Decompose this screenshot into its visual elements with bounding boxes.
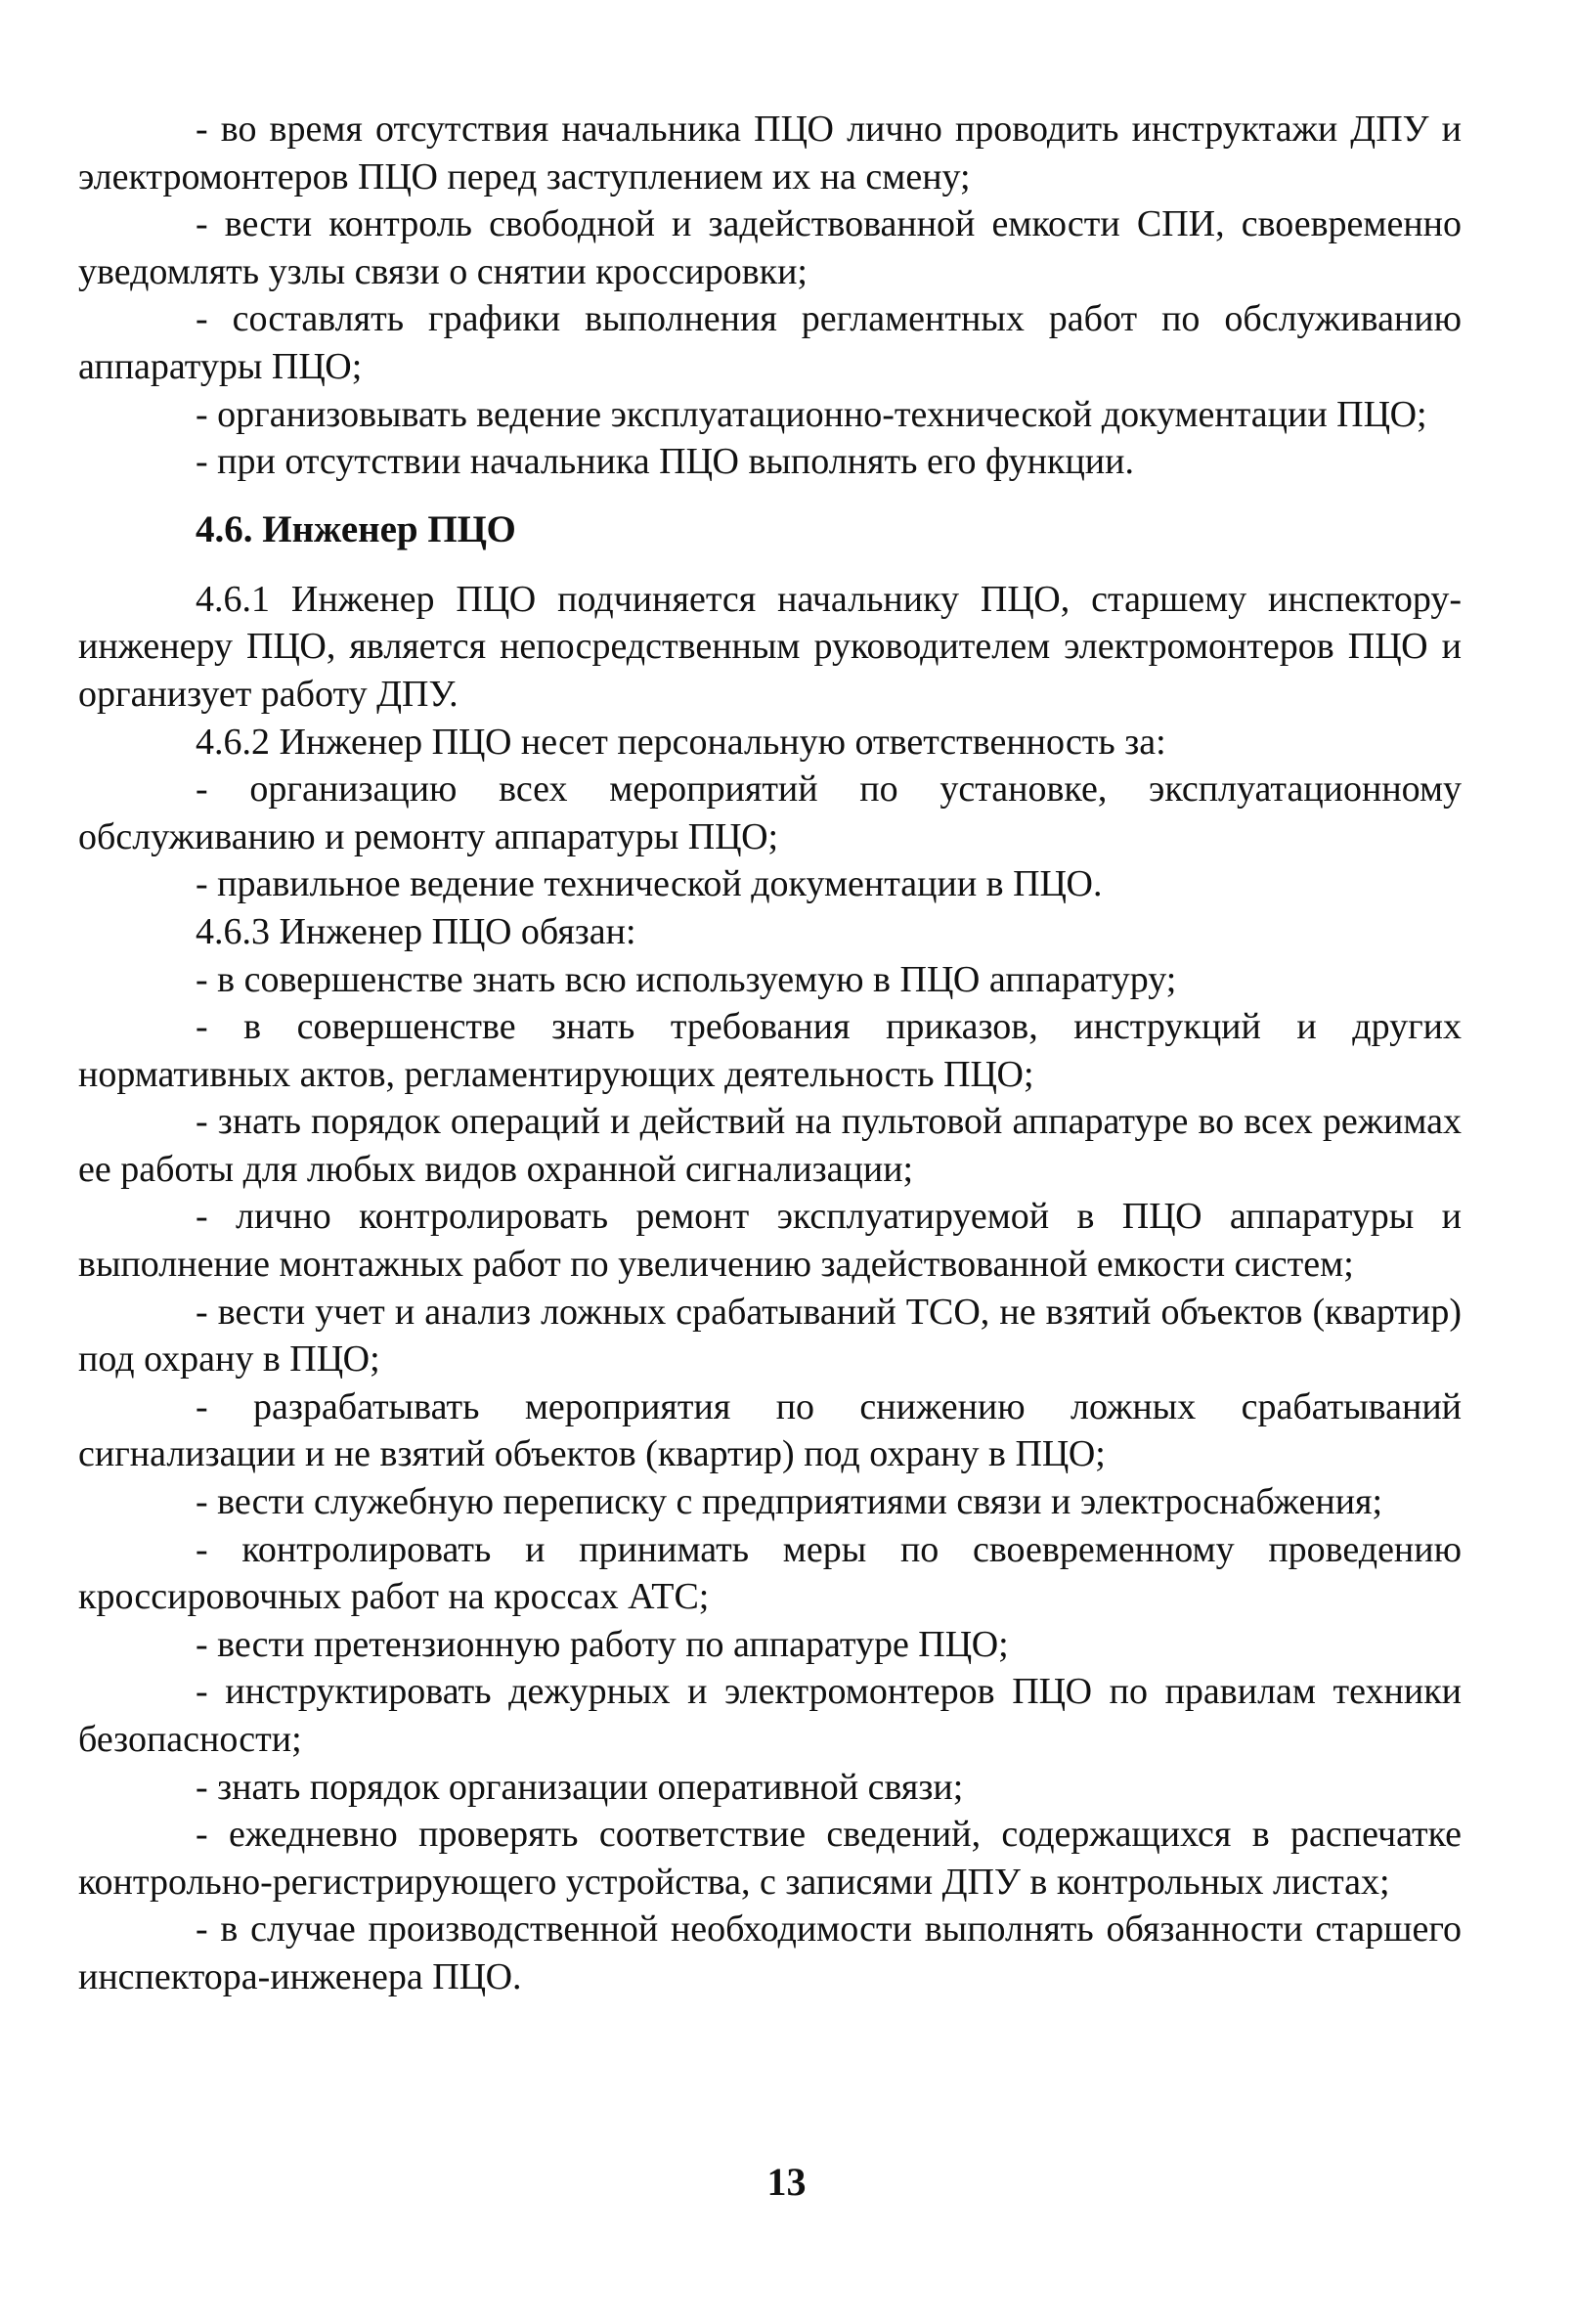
paragraph: - вести учет и анализ ложных срабатываний ТСО, не взятий объектов (квартир) под охрану в ПЦО;: [78, 1291, 1462, 1381]
paragraph: - вести контроль свободной и задействованной емкости СПИ, своевременно уведомлять узлы связи о снятии кроссировки;: [78, 203, 1462, 292]
paragraph: 4.6.3 Инженер ПЦО обязан:: [196, 910, 636, 952]
paragraph: 4.6.2 Инженер ПЦО несет персональную ответственность за:: [196, 721, 1166, 763]
paragraph: - организовывать ведение эксплуатационно-технической документации ПЦО;: [196, 393, 1427, 435]
paragraph: - во время отсутствия начальника ПЦО лично проводить инструктажи ДПУ и электромонтеров ПЦО перед заступлением их на смену;: [78, 109, 1462, 197]
paragraph: - при отсутствии начальника ПЦО выполнять его функции.: [196, 441, 1134, 483]
paragraph: - организацию всех мероприятий по установке, эксплуатационному обслуживанию и ремонту аппаратуры ПЦО;: [78, 768, 1462, 857]
paragraph: - в совершенстве знать требования приказов, инструкций и других нормативных актов, регламентирующих деятельность ПЦО;: [78, 1006, 1462, 1095]
paragraph: - в случае производственной необходимости выполнять обязанности старшего инспектора-инженера ПЦО.: [78, 1908, 1462, 1997]
paragraph: - контролировать и принимать меры по своевременному проведению кроссировочных работ на кроссах АТС;: [78, 1528, 1462, 1618]
paragraph: - составлять графики выполнения регламентных работ по обслуживанию аппаратуры ПЦО;: [78, 298, 1462, 387]
paragraph: - правильное ведение технической документации в ПЦО.: [196, 863, 1103, 905]
paragraph: - знать порядок организации оперативной связи;: [196, 1766, 964, 1808]
paragraph: - вести служебную переписку с предприятиями связи и электроснабжения;: [196, 1481, 1383, 1523]
paragraph: - инструктировать дежурных и электромонтеров ПЦО по правилам техники безопасности;: [78, 1671, 1462, 1760]
paragraph: - в совершенстве знать всю используемую в ПЦО аппаратуру;: [196, 958, 1177, 1000]
document-body: [78, 106, 1462, 2001]
paragraph: 4.6.1 Инженер ПЦО подчиняется начальнику ПЦО, старшему инспектору-инженеру ПЦО, является непосредственным руководителем электромонтеров ПЦО и организует работу ДПУ.: [78, 578, 1462, 715]
page-number: 13: [766, 2160, 807, 2204]
section-heading: 4.6. Инженер ПЦО: [196, 507, 516, 550]
paragraph: - лично контролировать ремонт эксплуатируемой в ПЦО аппаратуры и выполнение монтажных работ по увеличению задействованной емкости систем;: [78, 1196, 1462, 1286]
paragraph: - ежедневно проверять соответствие сведений, содержащихся в распечатке контрольно-регистрирующего устройства, с записями ДПУ в контрольных листах;: [78, 1814, 1462, 1903]
paragraph: - вести претензионную работу по аппаратуре ПЦО;: [196, 1623, 1009, 1665]
paragraph: - разрабатывать мероприятия по снижению ложных срабатываний сигнализации и не взятий объектов (квартир) под охрану в ПЦО;: [78, 1385, 1462, 1475]
paragraph: - знать порядок операций и действий на пультовой аппаратуре во всех режимах ее работы для любых видов охранной сигнализации;: [78, 1101, 1462, 1190]
